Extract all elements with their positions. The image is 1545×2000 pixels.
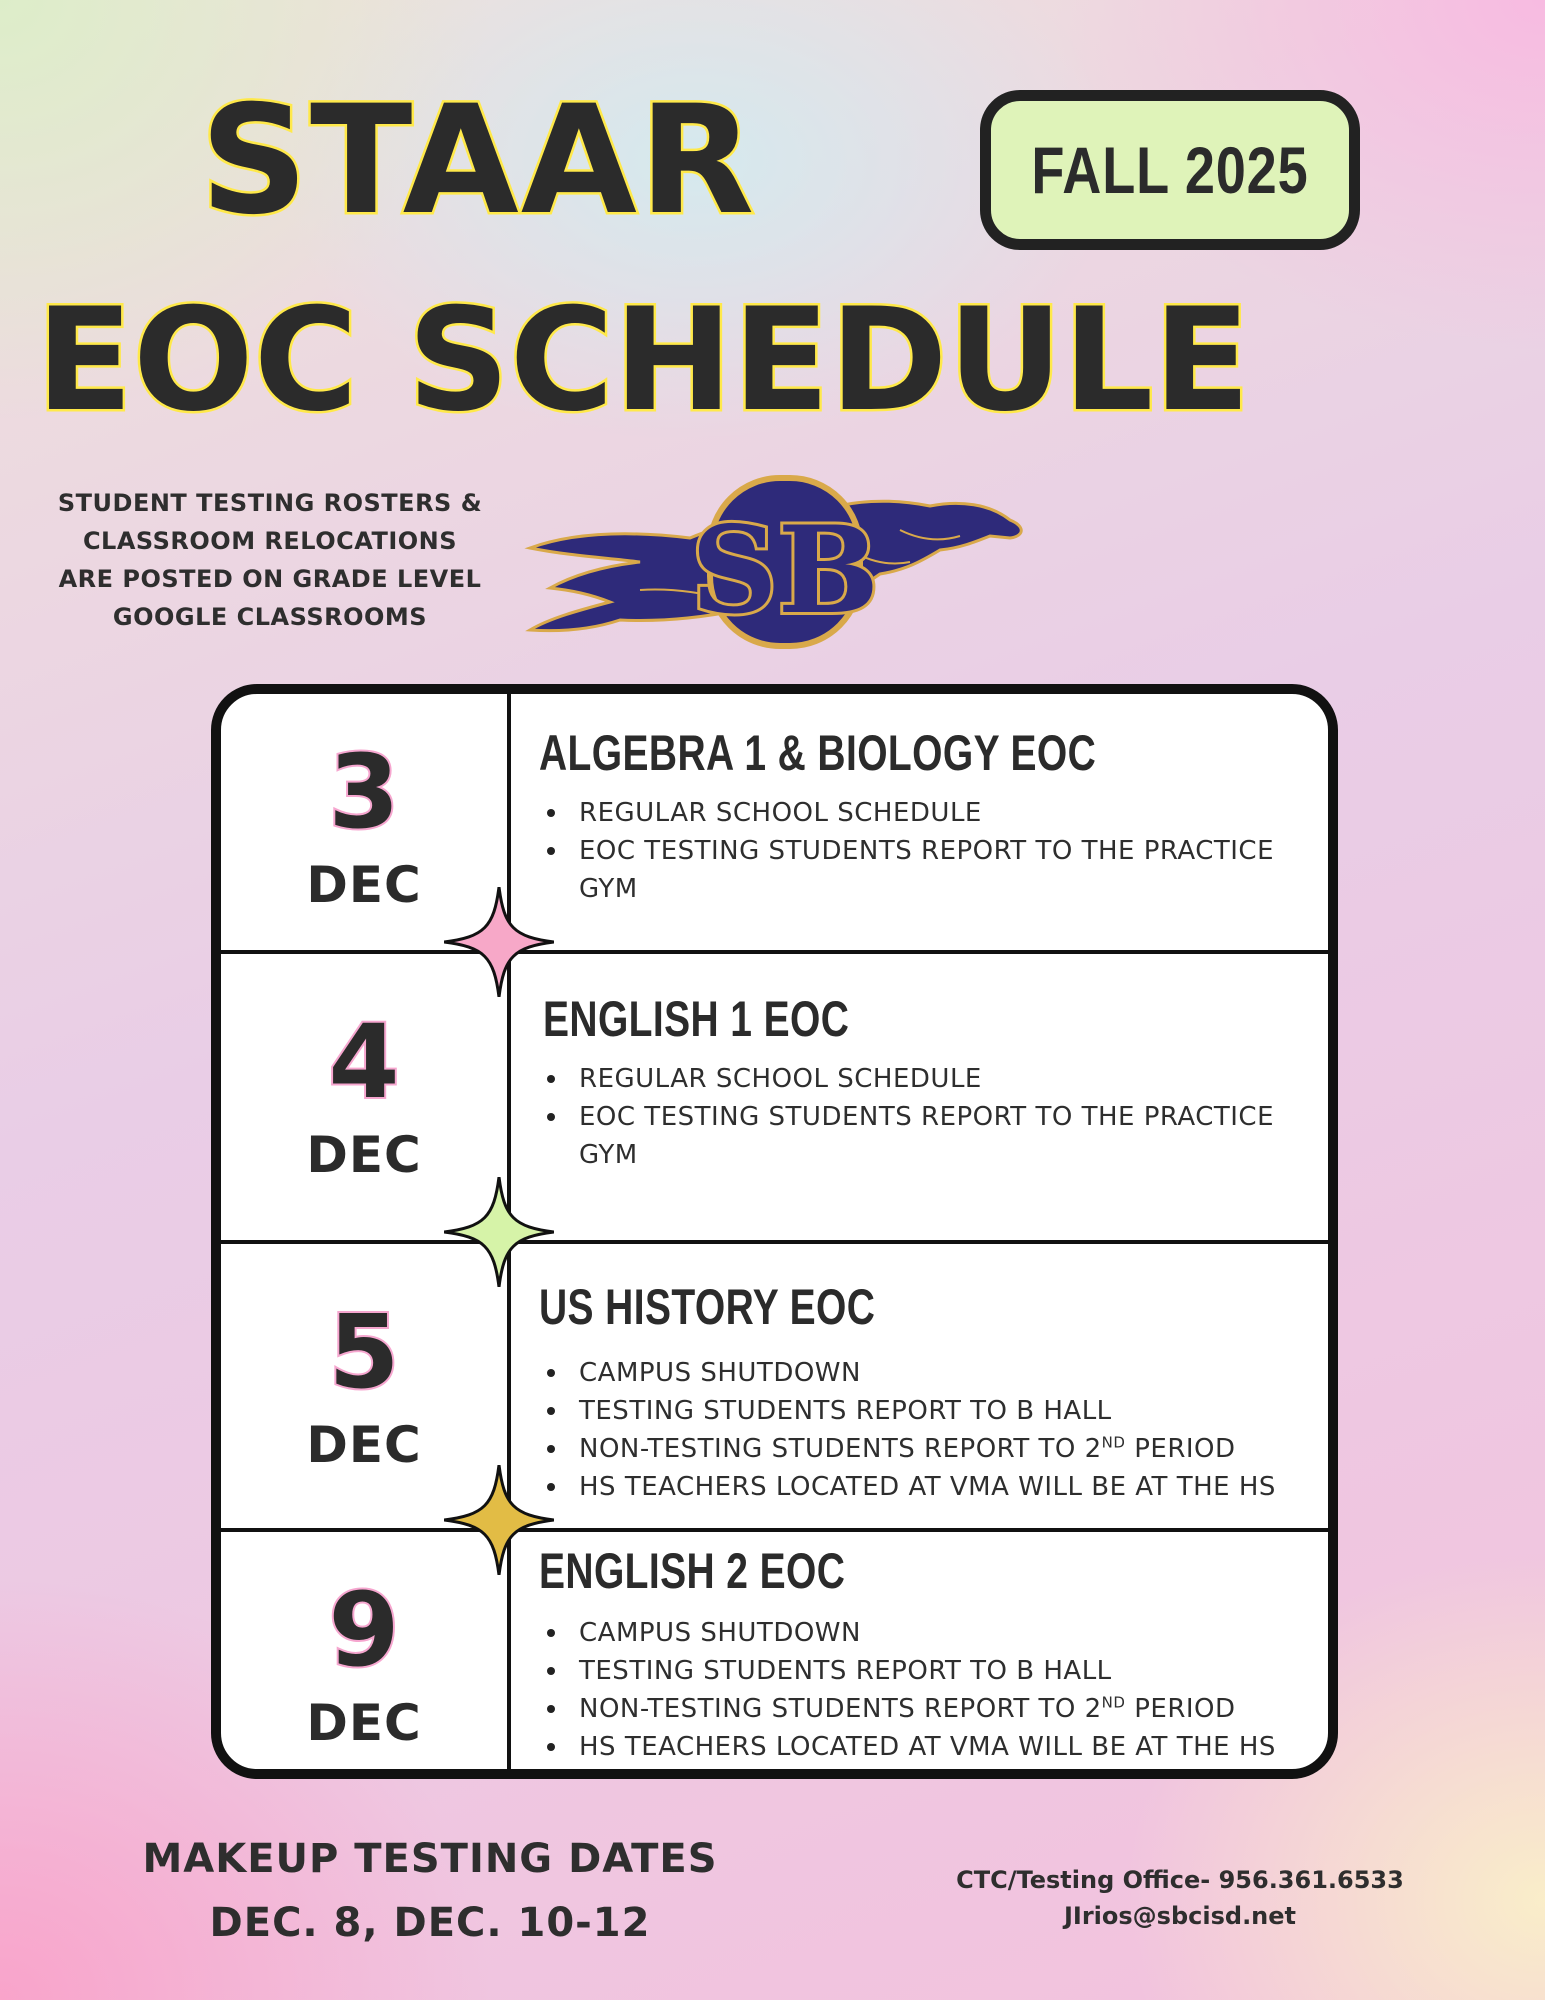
exam-notes bbox=[539, 1060, 1308, 1174]
month-label: DEC bbox=[306, 1694, 422, 1752]
sparkle-icon bbox=[444, 1465, 554, 1575]
exam-notes bbox=[539, 794, 1308, 908]
month-label: DEC bbox=[306, 1126, 422, 1184]
exam-notes bbox=[539, 1614, 1308, 1766]
schedule-row bbox=[221, 954, 1328, 1240]
contact-email[interactable]: JIrios@sbcisd.net bbox=[1063, 1902, 1297, 1930]
note-item: REGULAR SCHOOL SCHEDULE bbox=[565, 794, 1308, 832]
roster-notice bbox=[40, 484, 500, 636]
exam-info bbox=[539, 991, 1308, 1174]
note-item: EOC TESTING STUDENTS REPORT TO THE PRACTICE GYM bbox=[565, 1098, 1308, 1174]
notice-line: ARE POSTED ON GRADE LEVEL bbox=[58, 565, 482, 593]
day-number: 4 bbox=[328, 1003, 400, 1122]
day-number: 9 bbox=[328, 1571, 400, 1690]
note-item: TESTING STUDENTS REPORT TO B HALL bbox=[565, 1652, 1308, 1690]
exam-info bbox=[539, 725, 1308, 908]
note-item: REGULAR SCHOOL SCHEDULE bbox=[565, 1060, 1308, 1098]
notice-line: GOOGLE CLASSROOMS bbox=[112, 603, 428, 631]
schedule-row bbox=[221, 1532, 1328, 1779]
month-label: DEC bbox=[306, 1416, 422, 1474]
note-item: NON-TESTING STUDENTS REPORT TO 2ND PERIOD bbox=[565, 1690, 1308, 1728]
contact-info bbox=[880, 1862, 1480, 1934]
note-item: CAMPUS SHUTDOWN bbox=[565, 1354, 1308, 1392]
term-badge-label: FALL 2025 bbox=[1031, 133, 1309, 207]
greyhound-logo bbox=[520, 470, 1030, 650]
notice-line: CLASSROOM RELOCATIONS bbox=[82, 527, 458, 555]
note-item: TESTING STUDENTS REPORT TO B HALL bbox=[565, 1392, 1308, 1430]
sb-monogram bbox=[691, 478, 879, 646]
schedule-card bbox=[211, 684, 1338, 1779]
exam-title: US HISTORY EOC bbox=[539, 1279, 876, 1335]
note-item: HS TEACHERS LOCATED AT VMA WILL BE AT THE HS bbox=[565, 1728, 1308, 1766]
term-badge bbox=[980, 90, 1360, 250]
note-item: HS TEACHERS LOCATED AT VMA WILL BE AT THE HS bbox=[565, 1468, 1308, 1506]
sparkle-icon bbox=[444, 1177, 554, 1287]
schedule-row bbox=[221, 1244, 1328, 1528]
day-number: 3 bbox=[328, 733, 400, 852]
day-number: 5 bbox=[328, 1293, 400, 1412]
exam-title: ENGLISH 1 EOC bbox=[543, 991, 850, 1047]
exam-title: ALGEBRA 1 & BIOLOGY EOC bbox=[539, 725, 1097, 781]
logo-text: SB bbox=[690, 500, 880, 641]
makeup-title: MAKEUP TESTING DATES bbox=[142, 1836, 718, 1882]
makeup-dates bbox=[60, 1832, 800, 1950]
note-item: EOC TESTING STUDENTS REPORT TO THE PRACTICE GYM bbox=[565, 832, 1308, 908]
schedule-row bbox=[221, 694, 1328, 950]
office-phone: CTC/Testing Office- 956.361.6533 bbox=[956, 1866, 1404, 1894]
month-label: DEC bbox=[306, 856, 422, 914]
sparkle-icon bbox=[444, 887, 554, 997]
exam-title: ENGLISH 2 EOC bbox=[539, 1543, 846, 1599]
title-line-2: EOC SCHEDULE bbox=[36, 278, 1251, 443]
note-item: CAMPUS SHUTDOWN bbox=[565, 1614, 1308, 1652]
exam-info bbox=[539, 1543, 1308, 1766]
notice-line: STUDENT TESTING ROSTERS & bbox=[57, 489, 483, 517]
exam-info bbox=[539, 1279, 1308, 1506]
title-line-1: STAAR bbox=[200, 74, 757, 248]
note-item: NON-TESTING STUDENTS REPORT TO 2ND PERIOD bbox=[565, 1430, 1308, 1468]
exam-notes bbox=[539, 1354, 1308, 1506]
makeup-date-list: DEC. 8, DEC. 10-12 bbox=[209, 1900, 651, 1946]
